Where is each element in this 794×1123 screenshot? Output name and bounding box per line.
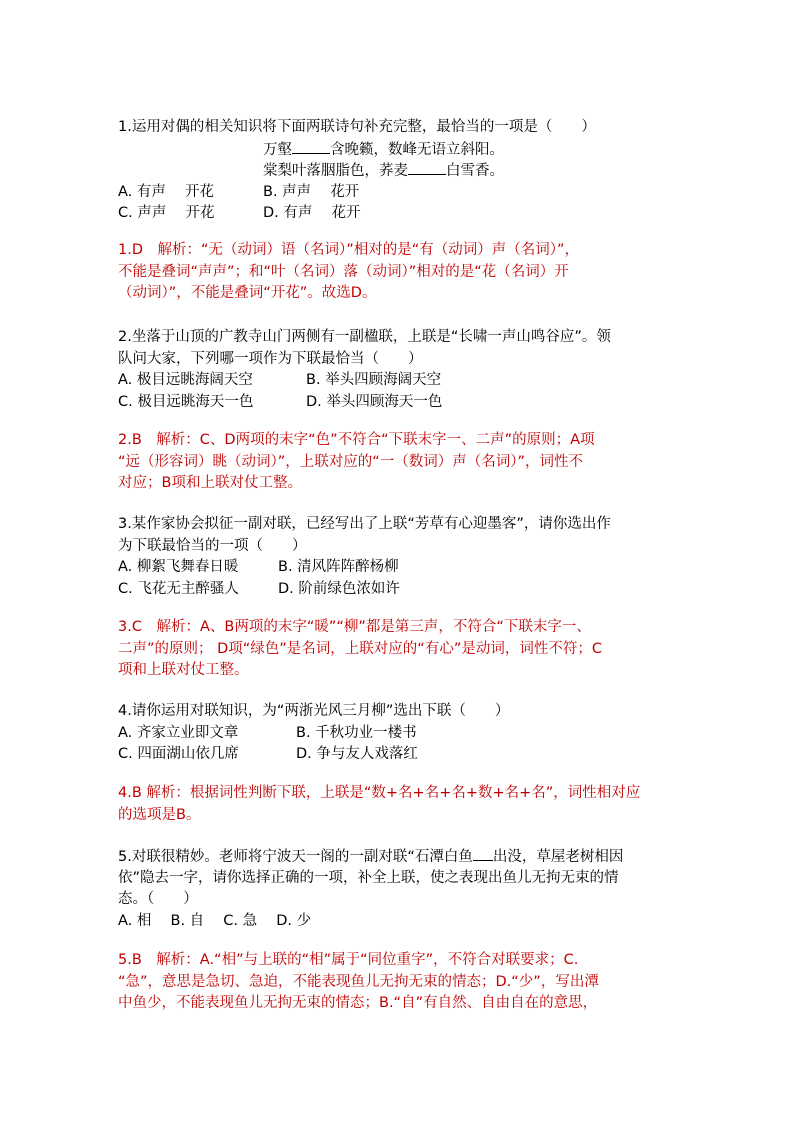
question-3: [118, 514, 678, 600]
option-c: C. 极目远眺海天一色: [118, 393, 254, 410]
answer-3: [118, 617, 678, 682]
verse-text: 含晚籁，数峰无语立斜阳。: [330, 141, 504, 158]
question-4-options-row-2: [118, 744, 678, 766]
question-2-options-row-1: [118, 370, 678, 392]
answer-line: 2.B 解析：C、D两项的末字“色”不符合“下联末字一、二声”的原则；A项: [118, 432, 595, 448]
answer-line: 5.B 解析：A.“相”与上联的“相”属于“同位重字”，不符合对联要求；C.: [118, 952, 579, 968]
question-stem-line: 为下联最恰当的一项（ ）: [118, 537, 307, 554]
option-b: B. 清风阵阵醉杨柳: [278, 559, 399, 575]
option-a: A. 齐家立业即文章: [118, 724, 239, 741]
question-stem-line: 2.坐落于山顶的广教寺山门两侧有一副楹联，上联是“长啸一声山鸣谷应”。领: [118, 329, 611, 345]
stem-text: 出没，草屋老树相因: [492, 849, 624, 865]
question-5-options: A. 相 B. 自 C. 急 D. 少: [118, 912, 312, 929]
answer-2: [118, 430, 678, 495]
option-c: C. 四面湖山依几席: [118, 746, 239, 762]
question-1-options-row-1: [118, 182, 678, 204]
stem-text: 5.对联很精妙。老师将宁波天一阁的一副对联“石潭白鱼: [118, 849, 473, 865]
answer-line: 的选项是B。: [118, 806, 201, 823]
fill-blank: [473, 846, 493, 861]
question-stem-line: 队问大家，下列哪一项作为下联最恰当（ ）: [118, 350, 423, 367]
question-1-stem: 1.运用对偶的相关知识将下面两联诗句补充完整，最恰当的一项是（ ）: [118, 119, 596, 135]
option-a: A. 柳絮飞舞春日暖: [118, 559, 239, 575]
answer-line: 不能是叠词“声声”；和“叶（名词）落（动词）”相对的是“花（名词）开: [118, 263, 569, 280]
answer-line: “远（形容词）眺（动词）”，上联对应的“一（数词）声（名词）”，词性不: [118, 453, 584, 470]
answer-line: 二声”的原则； D项“绿色”是名词，上联对应的“有心”是动词，词性不符；C: [118, 640, 602, 657]
fill-blank: [292, 139, 330, 154]
question-stem-line: 依”隐去一字，请你选择正确的一项，补全上联，使之表现出鱼儿无拘无束的情: [118, 869, 619, 886]
question-1: [118, 117, 678, 225]
option-d: D. 争与友人戏落红: [296, 746, 418, 762]
question-4-options-row-1: [118, 723, 678, 745]
verse-text: 白雪香。: [446, 163, 504, 179]
answer-line: “急”，意思是急切、急迫，不能表现鱼儿无拘无束的情态；D.“少”，写出潭: [118, 973, 599, 990]
option-d: D. 举头四顾海天一色: [306, 393, 443, 410]
option-a: A. 极目远眺海阔天空: [118, 372, 253, 388]
option-d: D. 阶前绿色浓如许: [278, 580, 400, 597]
answer-line: 中鱼少，不能表现鱼儿无拘无束的情态；B.“自”有自然、自由自在的意思，: [118, 995, 598, 1011]
answer-line: （动词）”，不能是叠词“开花”。故选D。: [118, 285, 377, 301]
question-1-verse-1: [118, 139, 678, 161]
answer-line: 4.B 解析：根据词性判断下联，上联是“数+名+名+名+数+名+名”，词性相对应: [118, 785, 641, 801]
question-1-options-row-2: [118, 203, 678, 225]
answer-1: [118, 240, 678, 305]
question-3-options-row-2: [118, 579, 678, 601]
option-c: C. 飞花无主醉骚人: [118, 580, 239, 597]
question-1-verse-2: [118, 160, 678, 182]
question-stem-line: 态。（ ）: [118, 891, 198, 907]
question-2: [118, 327, 678, 413]
answer-line: 3.C 解析：A、B两项的末字“暖”“柳”都是第三声，不符合“下联末字一、: [118, 619, 591, 635]
question-5-stem-line-1: [118, 846, 678, 868]
question-5: [118, 846, 678, 932]
answer-5: [118, 950, 678, 1015]
question-4-stem: 4.请你运用对联知识，为“两浙光风三月柳”选出下联（ ）: [118, 703, 510, 719]
answer-4: [118, 783, 678, 826]
fill-blank: [408, 160, 446, 175]
option-b: B. 声声 花开: [263, 183, 360, 200]
option-d: D. 有声 花开: [263, 205, 361, 221]
answer-line: 1.D 解析：“无（动词）语（名词）”相对的是“有（动词）声（名词）”，: [118, 242, 580, 258]
question-3-options-row-1: [118, 557, 678, 579]
verse-text: 棠梨叶落胭脂色，荞麦: [263, 163, 408, 179]
question-4: [118, 701, 678, 766]
question-2-options-row-2: [118, 392, 678, 414]
answer-line: 对应；B项和上联对仗工整。: [118, 475, 302, 491]
option-b: B. 千秋功业一楼书: [296, 724, 417, 741]
answer-line: 项和上联对仗工整。: [118, 662, 249, 678]
verse-text: 万壑: [263, 141, 292, 158]
option-c: C. 声声 开花: [118, 205, 215, 221]
option-a: A. 有声 开花: [118, 183, 214, 200]
question-stem-line: 3.某作家协会拟征一副对联，已经写出了上联“芳草有心迎墨客”，请你选出作: [118, 516, 611, 532]
option-b: B. 举头四顾海阔天空: [306, 372, 442, 388]
